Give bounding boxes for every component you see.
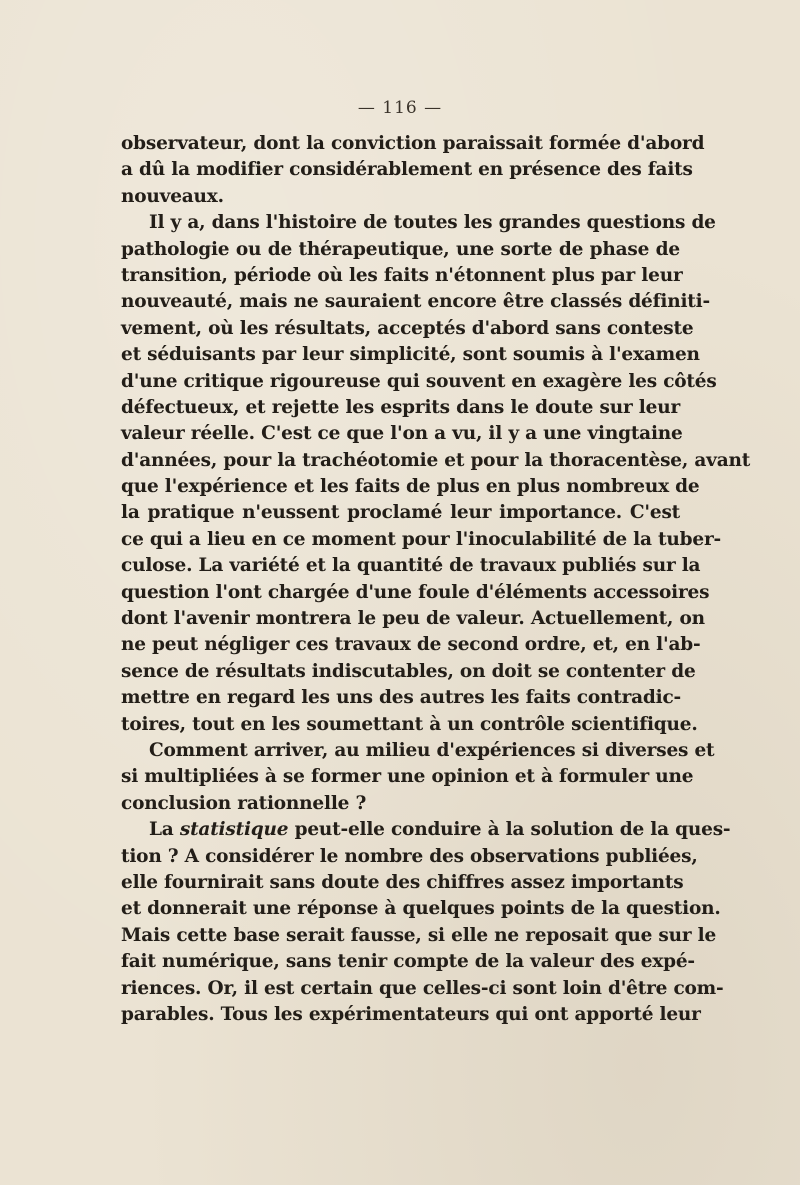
text-line: d'une critique rigoureuse qui souvent en exagère les côtés (121, 370, 717, 392)
text-line: si multipliées à se former une opinion et à formuler une (121, 766, 694, 788)
text-line: riences. Or, il est certain que celles-ci sont loin d'être com- (121, 977, 724, 999)
text-line: Comment arriver, au milieu d'expériences si diverses et (149, 739, 715, 761)
text-line: valeur réelle. C'est ce que l'on a vu, il y a une vingtaine (121, 423, 683, 445)
italic-word: statistique (179, 819, 289, 841)
text-line: mettre en regard les uns des autres les faits contradic- (121, 687, 682, 709)
text-line: elle fournirait sans doute des chiffres assez importants (121, 871, 684, 893)
text-line: nouveauté, mais ne sauraient encore être classés définiti- (121, 291, 710, 313)
body-text (121, 131, 751, 1028)
text-line: fait numérique, sans tenir compte de la valeur des expé- (121, 951, 695, 973)
text-line: transition, période où les faits n'étonnent plus par leur (121, 264, 683, 286)
text-line: conclusion rationnelle ? (121, 792, 367, 814)
text-line: dont l'avenir montrera le peu de valeur. Actuellement, on (121, 608, 705, 630)
line-prefix: La (149, 819, 174, 841)
text-line: la pratique n'eussent proclamé leur importance. C'est (121, 502, 680, 524)
text-line: et séduisants par leur simplicité, sont soumis à l'examen (121, 344, 700, 366)
page-number: — 116 — (357, 98, 443, 118)
text-line: que l'expérience et les faits de plus en plus nombreux de (121, 476, 700, 498)
text-line: culose. La variété et la quantité de travaux publiés sur la (121, 555, 701, 577)
text-line: défectueux, et rejette les esprits dans le doute sur leur (121, 396, 680, 418)
text-line: a dû la modifier considérablement en présence des faits (121, 159, 693, 181)
text-line: Il y a, dans l'histoire de toutes les grandes questions de (149, 212, 716, 234)
text-line: toires, tout en les soumettant à un contrôle scientifique. (121, 713, 698, 735)
line-rest: peut-elle conduire à la solution de la ques- (294, 819, 731, 841)
text-line: question l'ont chargée d'une foule d'éléments accessoires (121, 581, 710, 603)
text-line: et donnerait une réponse à quelques points de la question. (121, 898, 721, 920)
text-line: observateur, dont la conviction paraissait formée d'abord (121, 133, 705, 154)
text-line: sence de résultats indiscutables, on doit se contenter de (121, 660, 696, 682)
text-line: nouveaux. (121, 185, 224, 207)
text-line: tion ? A considérer le nombre des observations publiées, (121, 845, 698, 867)
text-line: ce qui a lieu en ce moment pour l'inoculabilité de la tuber- (121, 528, 721, 550)
text-line: d'années, pour la trachéotomie et pour la thoracentèse, avant (121, 449, 751, 471)
text-line: vement, où les résultats, acceptés d'abord sans conteste (121, 317, 694, 339)
text-line: parables. Tous les expérimentateurs qui ont apporté leur (121, 1003, 701, 1025)
text-line: ne peut négliger ces travaux de second ordre, et, en l'ab- (121, 634, 701, 656)
text-line: Mais cette base serait fausse, si elle ne reposait que sur le (121, 924, 717, 946)
text-line: pathologie ou de thérapeutique, une sorte de phase de (121, 238, 680, 260)
text-line-statistique (121, 817, 731, 843)
